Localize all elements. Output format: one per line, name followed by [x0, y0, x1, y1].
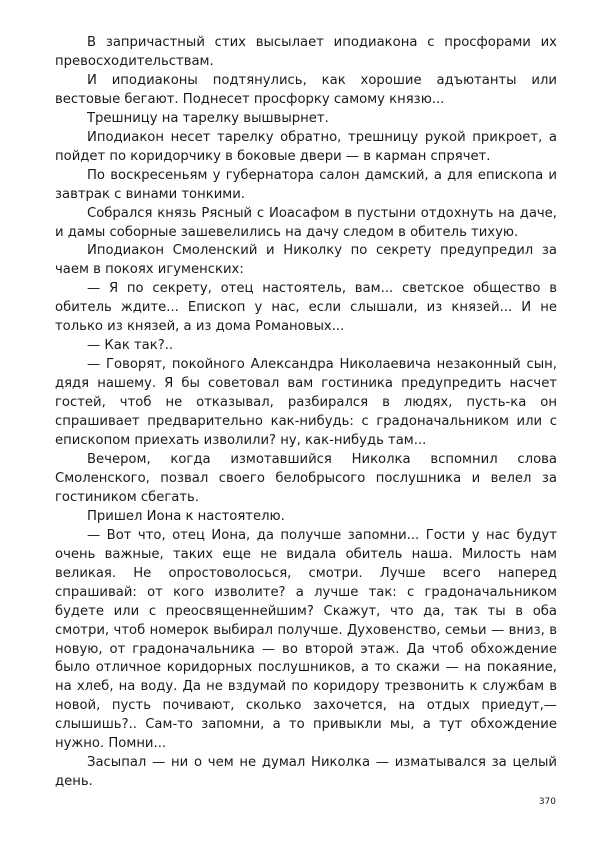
paragraph: Засыпал — ни о чем не думал Николка — изматывался за целый день. — [55, 755, 557, 790]
text-body — [55, 34, 557, 792]
dialogue-paragraph: — Как так?.. — [87, 338, 174, 354]
paragraph: Иподиакон несет тарелку обратно, трешницу рукой прикроет, а пойдет по коридорчику в боковые двери — в карман спрячет. — [55, 129, 557, 164]
paragraph: Вечером, когда измотавшийся Николка вспомнил слова Смоленского, позвал своего белобрысого послушника и велел за гостиником сбегать. — [55, 451, 557, 505]
paragraph: По воскресеньям у губернатора салон дамский, а для епископа и завтрак с винами тонкими. — [55, 167, 557, 202]
page-number: 370 — [538, 797, 556, 807]
paragraph: Трешницу на тарелку вышвырнет. — [87, 110, 329, 126]
dialogue-paragraph: — Говорят, покойного Александра Николаевича незаконный сын, дядя нашему. Я бы советовал вам гостиника предупредить насчет гостей, чтоб не отказывал, разбирался в людях, пусть-ка он спрашивает предварительно как-нибудь: с градоначальником или с епископом приехать изволили? ну, как-нибудь там... — [55, 357, 557, 449]
paragraph: В запричастный стих высылает иподиакона с просфорами их превосходительствам. — [55, 35, 557, 69]
paragraph: Пришел Иона к настоятелю. — [87, 508, 285, 524]
paragraph: И иподиаконы подтянулись, как хорошие адъютанты или вестовые бегают. Поднесет просфорку самому князю... — [55, 72, 557, 107]
paragraph: Иподиакон Смоленский и Николку по секрету предупредил за чаем в покоях игуменских: — [55, 243, 557, 278]
dialogue-paragraph: — Я по секрету, отец настоятель, вам... светское общество в обитель ждите... Епископ у нас, если слышали, из князей... И не только из князей, а из дома Романовых... — [55, 281, 557, 335]
dialogue-paragraph: — Вот что, отец Иона, да получше запомни... Гости у нас будут очень важные, таких еще не видала обитель наша. Милость нам великая. Не опростоволосься, смотри. Лучше всего наперед спрашивай: от кого изволите? а лучше так: с градоначальником будете или с преосвященнейшим? Скажут, что да, так ты в оба смотри, чтоб номерок выбирал получше. Духовенство, семьи — вниз, в новую, от градоначальника — во второй этаж. Да чтоб обхождение было отличное коридорных послушников, а то скажи — на покаяние, на хлеб, на воду. Да не вздумай по коридору трезвонить к службам в новой, пусть почивают, сколько захочется, на отдых приедут,— слышишь?.. Сам-то запомни, а то привыкли мы, а тут обхождение нужно. Помни... — [55, 527, 557, 752]
paragraph: Собрался князь Рясный с Иоасафом в пустыни отдохнуть на даче, и дамы соборные зашевелились на дачу следом в обитель тихую. — [55, 205, 557, 240]
